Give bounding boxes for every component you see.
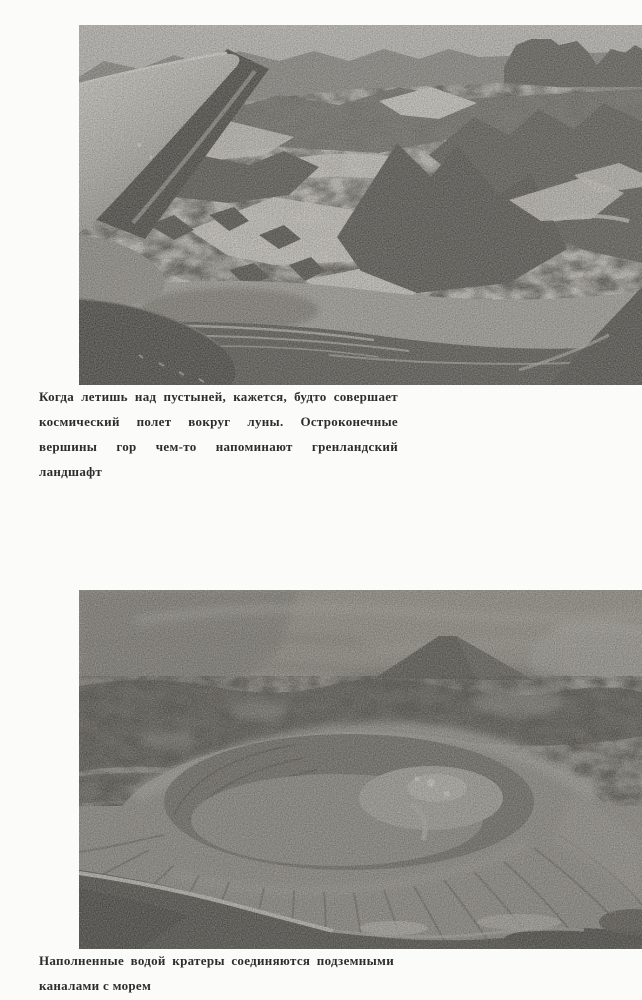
- caption-line: Наполненные водой кратеры соединяются подземными: [39, 953, 394, 968]
- crater-photo: [79, 590, 642, 949]
- caption-line: Когда летишь над пустыней, кажется, будто совершает: [39, 389, 398, 404]
- caption-line: космический полет вокруг луны. Остроконечные: [39, 414, 398, 429]
- photo-caption-mountains: [39, 384, 398, 484]
- aerial-mountains-photo: [79, 25, 642, 385]
- photo-caption-crater: [39, 948, 394, 998]
- caption-line: каналами с морем: [39, 978, 152, 993]
- aerial-mountains-art: [79, 25, 642, 385]
- crater-art: [79, 590, 642, 949]
- caption-line: вершины гор чем-то напоминают гренландский ландшафт: [39, 439, 398, 479]
